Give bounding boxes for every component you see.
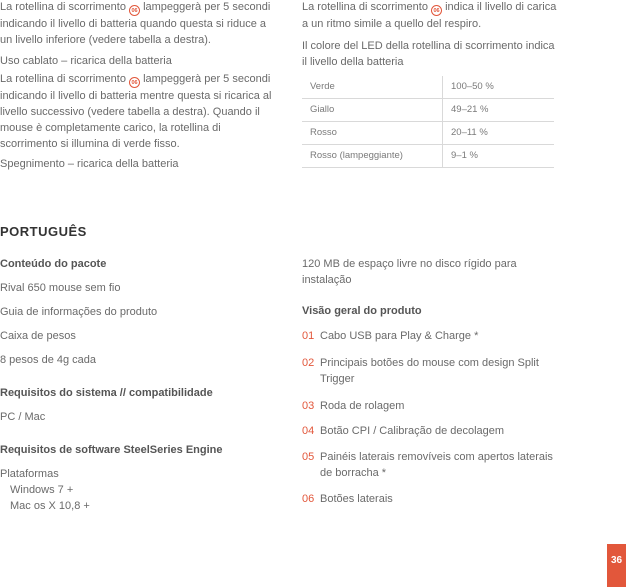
scroll-wheel-icon: 06: [129, 5, 140, 16]
list-item: 8 pesos de 4g cada: [0, 354, 97, 366]
section-title-portuguese: PORTUGUÊS: [0, 224, 87, 239]
sysreq-value: PC / Mac: [0, 411, 46, 423]
italian-right-column: [302, 0, 558, 70]
list-item: Rival 650 mouse sem fio: [0, 282, 121, 294]
list-item: Mac os X 10,8 +: [10, 500, 90, 512]
disk-space: 120 MB de espaço livre no disco rígido para instalação: [302, 258, 517, 286]
scroll-wheel-icon: 06: [431, 5, 442, 16]
sysreq-heading: Requisitos do sistema // compatibilidade: [0, 387, 213, 399]
italian-right-paragraph-1: La rotellina di scorrimento 06 indica il livello di carica a un ritmo simile a quello del respiro.: [302, 1, 557, 30]
heading-power-off: Spegnimento – ricarica della batteria: [0, 158, 179, 170]
battery-level-table: [302, 76, 554, 168]
overview-item: 06 Botões laterais: [302, 493, 393, 505]
italian-paragraph-2: La rotellina di scorrimento 06 lampeggerà per 5 secondi indicando il livello di batteria mentre questa si ricarica al livello successivo (vedere tabella a destra). Quando il mouse è completamente carico, la rotellina di scorrimento si illumina di verde fisso.: [0, 73, 272, 150]
italian-left-column: [0, 0, 280, 172]
table-row: Verde 100–50 %: [302, 76, 554, 99]
list-item: Windows 7 +: [10, 484, 74, 496]
list-item: Caixa de pesos: [0, 330, 76, 342]
heading-wired-use: Uso cablato – ricarica della batteria: [0, 55, 172, 67]
platforms-label: Plataformas: [0, 468, 59, 480]
italian-paragraph-1: La rotellina di scorrimento 06 lampeggerà per 5 secondi indicando il livello di batteria quando questa si riduce a un livello inferiore (vedere tabella a destra).: [0, 1, 271, 46]
italian-right-paragraph-2: Il colore del LED della rotellina di scorrimento indica il livello della batteria: [302, 40, 555, 68]
software-heading: Requisitos de software SteelSeries Engine: [0, 444, 223, 456]
overview-item: 05 Painéis laterais removíveis com apertos laterais de borracha *: [302, 451, 553, 479]
page-number: 36: [607, 544, 626, 587]
table-row: Rosso 20–11 %: [302, 122, 554, 145]
overview-item: 02 Principais botões do mouse com design Split Trigger: [302, 357, 539, 385]
overview-item: 04 Botão CPI / Calibração de decolagem: [302, 425, 505, 437]
scroll-wheel-icon: 06: [129, 77, 140, 88]
list-item: Guia de informações do produto: [0, 306, 158, 318]
table-row: Rosso (lampeggiante) 9–1 %: [302, 145, 554, 168]
overview-heading: Visão geral do produto: [302, 305, 422, 317]
overview-item: 01 Cabo USB para Play & Charge *: [302, 330, 479, 342]
portuguese-left-column: [0, 256, 280, 514]
overview-item: 03 Roda de rolagem: [302, 400, 405, 412]
table-row: Giallo 49–21 %: [302, 99, 554, 122]
package-heading: Conteúdo do pacote: [0, 258, 107, 270]
